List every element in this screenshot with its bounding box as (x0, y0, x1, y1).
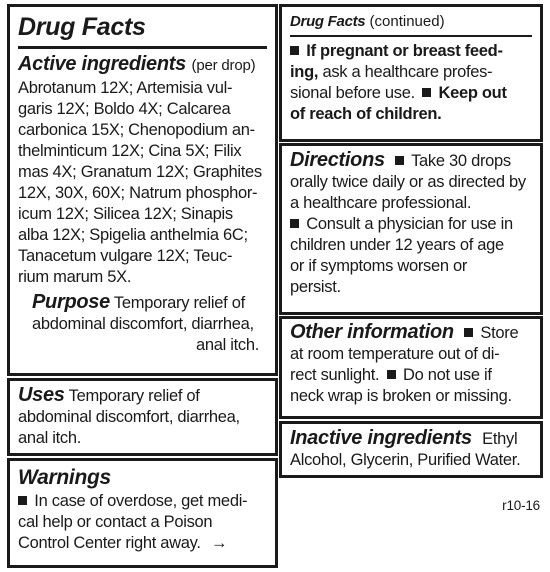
inactive-ingredients-heading: Inactive ingredients (290, 427, 472, 449)
active-ingredients-line: mas 4X; Granatum 12X; Graphites (18, 163, 262, 181)
directions-text: a healthcare professional. (290, 194, 472, 212)
drug-facts-main-panel (7, 4, 278, 376)
other-information-text: at room temperature out of di- (290, 345, 500, 363)
directions-text: persist. (290, 278, 341, 296)
inactive-ingredients-text: Ethyl (482, 430, 518, 448)
active-ingredients-line: rium marum 5X. (18, 268, 132, 286)
warnings-heading: Warnings (18, 466, 111, 489)
bullet-square-icon (395, 156, 404, 165)
bullet-square-icon (18, 496, 27, 505)
bullet-square-icon (387, 370, 396, 379)
bullet-square-icon (290, 46, 299, 55)
purpose-text: Temporary relief of (113, 294, 245, 312)
drug-facts-continued-panel (279, 4, 543, 142)
active-ingredients-line: garis 12X; Boldo 4X; Calcarea (18, 100, 231, 118)
active-ingredients-line: Tanacetum vulgare 12X; Teuc- (18, 247, 233, 265)
uses-text: anal itch. (18, 429, 82, 447)
pregnancy-warning-text: sional before use. (290, 84, 415, 102)
purpose-section (18, 292, 267, 356)
warnings-text: In case of overdose, get medi- (34, 492, 248, 510)
other-information-heading: Other information (290, 321, 454, 343)
uses-panel (7, 378, 278, 456)
active-ingredients-list (18, 78, 267, 288)
purpose-text: anal itch. (195, 336, 259, 354)
other-information-text: Store (480, 324, 519, 342)
warnings-panel (7, 458, 278, 568)
other-information-text: Do not use if (402, 366, 492, 384)
uses-text: Temporary relief of (68, 387, 200, 405)
directions-text: or if symptoms worsen or (290, 257, 468, 275)
inactive-ingredients-panel (279, 421, 543, 478)
other-information-text: neck wrap is broken or missing. (290, 387, 512, 405)
inactive-ingredients-text: Alcohol, Glycerin, Purified Water. (290, 451, 521, 469)
uses-text: abdominal discomfort, diarrhea, (18, 408, 240, 426)
keep-out-of-reach-bold: of reach of children. (290, 105, 442, 123)
active-ingredients-subheading: (per drop) (191, 57, 256, 74)
purpose-text: abdominal discomfort, diarrhea, (32, 315, 254, 333)
pregnancy-warning-bold: If pregnant or breast feed- (306, 42, 503, 60)
active-ingredients-heading-row (18, 52, 267, 78)
pregnancy-warning-bold: ing, (290, 63, 319, 81)
other-information-text: rect sunlight. (290, 366, 380, 384)
pregnancy-warning-text: ask a healthcare profes- (322, 63, 493, 81)
active-ingredients-line: alba 12X; Spigelia anthelmia 6C; (18, 226, 248, 244)
active-ingredients-line: Abrotanum 12X; Artemisia vul- (18, 79, 233, 97)
directions-text: Take 30 drops (411, 152, 511, 170)
active-ingredients-line: 12X, 30X, 60X; Natrum phosphor- (18, 184, 258, 202)
title-rule (18, 46, 267, 49)
active-ingredients-line: icum 12X; Silicea 12X; Sinapis (18, 205, 233, 223)
active-ingredients-heading: Active ingredients (18, 53, 186, 75)
bullet-square-icon (290, 219, 299, 228)
purpose-heading: Purpose (32, 291, 110, 313)
directions-text: Consult a physician for use in (306, 215, 513, 233)
label-revision-code: r10-16 (502, 498, 540, 513)
bullet-square-icon (464, 328, 473, 337)
directions-heading: Directions (290, 149, 385, 171)
other-information-panel (279, 316, 543, 419)
warnings-text: cal help or contact a Poison (18, 513, 213, 531)
continued-heading: Drug Facts (290, 13, 366, 30)
keep-out-of-reach-bold: Keep out (438, 84, 507, 102)
continue-arrow-icon: → (210, 534, 228, 552)
active-ingredients-line: carbonica 15X; Chenopodium an- (18, 121, 255, 139)
drug-facts-title: Drug Facts (18, 13, 146, 41)
bullet-square-icon (422, 88, 431, 97)
warnings-text: Control Center right away. (18, 534, 201, 552)
active-ingredients-line: thelminticum 12X; Cina 5X; Filix (18, 142, 242, 160)
uses-heading: Uses (18, 384, 65, 406)
continued-suffix: (continued) (369, 13, 445, 30)
directions-text: orally twice daily or as directed by (290, 173, 526, 191)
directions-panel (279, 143, 543, 315)
directions-text: children under 12 years of age (290, 236, 504, 254)
continued-rule (290, 35, 532, 37)
